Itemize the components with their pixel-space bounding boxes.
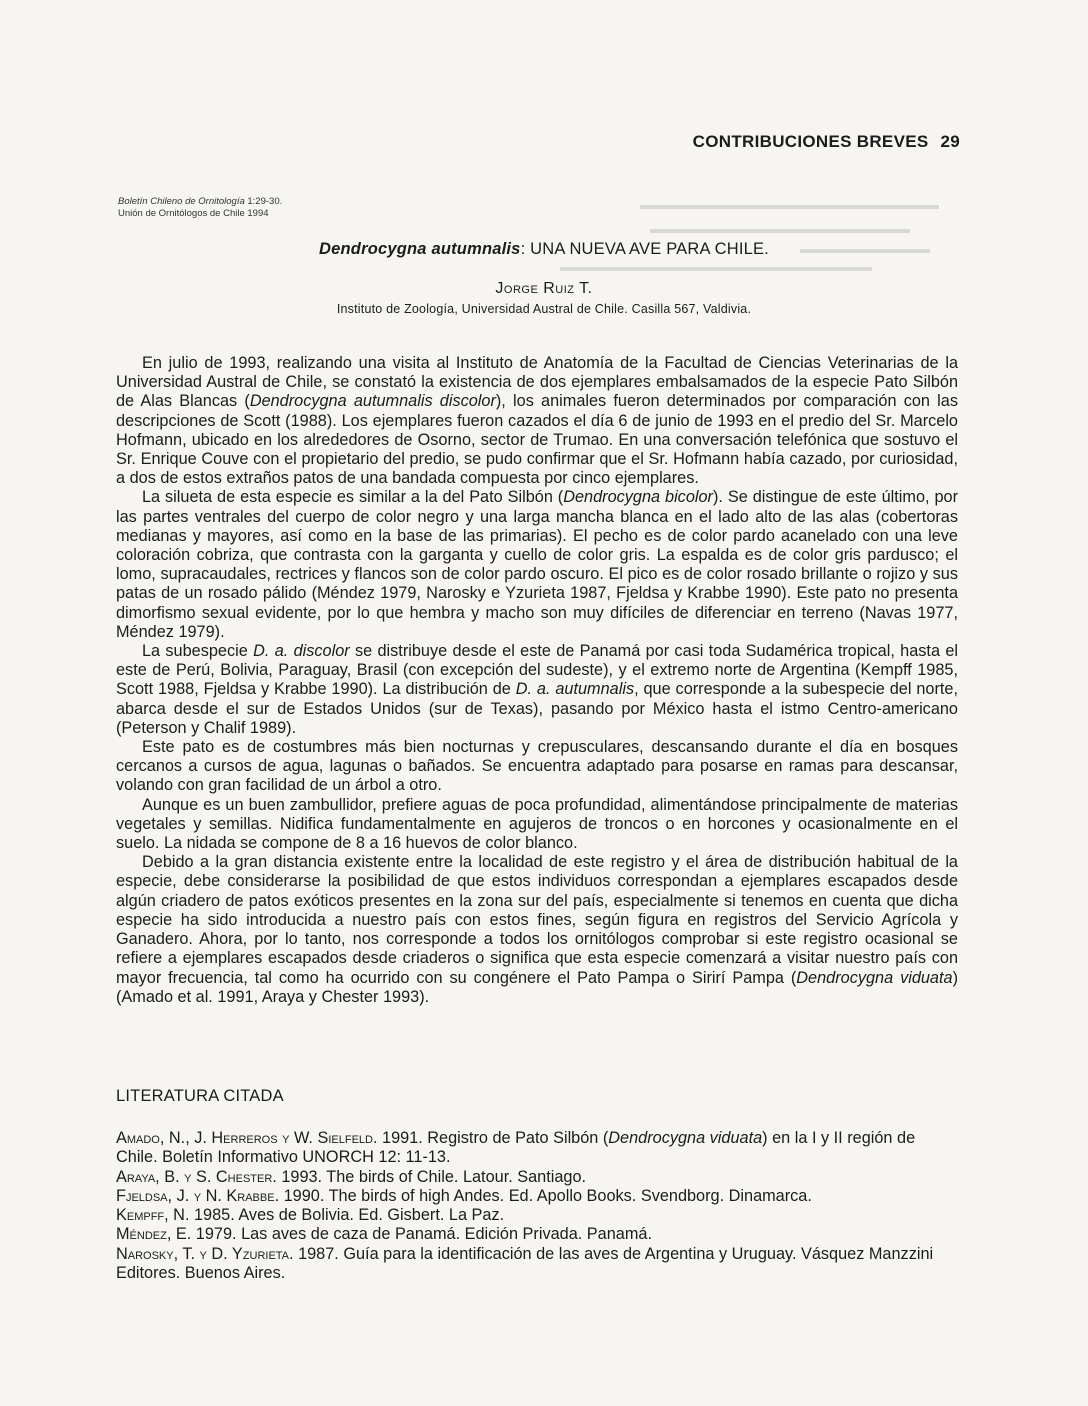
affiliation: Instituto de Zoología, Universidad Austral de Chile. Casilla 567, Valdivia. (336, 302, 752, 316)
show-through-texture: ▬▬▬▬▬▬▬▬▬▬ (800, 241, 930, 256)
show-through-texture: ▬▬▬▬▬▬▬▬▬▬▬▬▬▬▬▬▬▬▬▬ (650, 221, 910, 236)
journal-pages: 1:29-30. (244, 196, 283, 207)
reference-item: Amado, N., J. Herreros y W. Sielfeld. 1991. Registro de Pato Silbón (Dendrocygna viduata) en la I y II región de Chile. Boletín Informativo UNORCH 12: 11-13. (116, 1129, 916, 1167)
section-title: CONTRIBUCIONES BREVES (692, 132, 929, 151)
journal-name: Boletín Chileno de Ornitología (118, 196, 245, 207)
species-name: D. a. autumnalis (515, 680, 635, 699)
reference-item: Kempff, N. 1985. Aves de Bolivia. Ed. Gisbert. La Paz. (116, 1206, 505, 1225)
show-through-texture: ▬▬▬▬▬▬▬▬▬▬▬▬▬▬▬▬▬▬▬▬▬▬▬ (640, 197, 939, 212)
reference-item: Méndez, E. 1979. Las aves de caza de Panamá. Edición Privada. Panamá. (116, 1225, 652, 1244)
author: Jorge Ruiz T. (495, 280, 593, 297)
title-species: Dendrocygna autumnalis (319, 240, 521, 258)
article-title (0, 240, 1088, 259)
paragraph-5: Aunque es un buen zambullidor, prefiere aguas de poca profundidad, alimentándose principalmente de materias vegetales y semillas. Nidifica fundamentalmente en agujeros de troncos o en horcones y ocasionalmente en el suelo. La nidada se compone de 8 a 16 huevos de color blanco. (116, 795, 958, 853)
species-name: Dendrocygna autumnalis discolor (249, 392, 496, 411)
paragraph-4: Este pato es de costumbres más bien nocturnas y crepusculares, descansando durante el día en bosques cercanos a cursos de agua, lagunas o bañados. Se encuentra adaptado para posarse en ramas para descansar, volando con gran facilidad de un árbol a otro. (116, 738, 958, 795)
literature-heading: LITERATURA CITADA (116, 1087, 284, 1105)
reference-item: Narosky, T. y D. Yzurieta. 1987. Guía para la identificación de las aves de Argentina y Uruguay. Vásquez Manzzini Editores. Buenos Aires. (116, 1244, 934, 1283)
article-body (116, 354, 958, 1007)
page-number: 29 (940, 132, 960, 151)
show-through-texture: ▬▬▬▬▬▬▬▬▬▬▬▬▬▬▬▬▬▬▬▬▬▬▬▬ (560, 259, 872, 274)
species-name: Dendrocygna bicolor (563, 488, 713, 507)
reference-item: Araya, B. y S. Chester. 1993. The birds of Chile. Latour. Santiago. (116, 1167, 587, 1186)
reference-list (116, 1129, 958, 1283)
paragraph-1: En julio de 1993, realizando una visita al Instituto de Anatomía de la Facultad de Ciencias Veterinarias de la Universidad Austral de Chile, se constató la existencia de dos ejemplares embalsamados de la especie Pato Silbón de Alas Blancas (Dendrocygna autumnalis discolor), los animales fueron determinados por comparación con las descripciones de Scott (1988). Los ejemplares fueron cazados el día 6 de junio de 1993 en el predio del Sr. Marcelo Hofmann, ubicado en los alrededores de Osorno, sector de Trumao. En una conversación telefónica que sostuvo el Sr. Enrique Couve con el propietario del predio, se pudo confirmar que el Sr. Hofmann había cazado, por curiosidad, a dos de estos extraños patos de una bandada compuesta por cinco ejemplares. (116, 354, 958, 488)
journal-line-1 (118, 196, 282, 208)
species-name: D. a. discolor (253, 642, 350, 661)
running-head (693, 132, 960, 152)
species-name: Dendrocygna viduata (796, 968, 953, 987)
journal-citation (118, 196, 282, 220)
journal-line-2: Unión de Ornitólogos de Chile 1994 (118, 208, 269, 219)
paragraph-6: Debido a la gran distancia existente entre la localidad de este registro y el área de distribución habitual de la especie, debe considerarse la posibilidad de que estos individuos correspondan a ejemplares escapados desde algún criadero de patos exóticos presentes en la zona sur del país, especialmente si tenemos en cuenta que dicha especie ha sido introducida a nuestro país con estos fines, según figura en registros del Servicio Agrícola y Ganadero. Ahora, por lo tanto, nos corresponde a todos los ornitólogos comprobar si este registro ocasional se refiere a ejemplares escapados desde criaderos o significa que esta especie comenzará a visitar nuestro país con mayor frecuencia, tal como ha ocurrido con su congénere el Pato Pampa o Sirirí Pampa (Dendrocygna viduata) (Amado et al. 1991, Araya y Chester 1993). (116, 853, 958, 1006)
paragraph-3: La subespecie D. a. discolor se distribuye desde el este de Panamá por casi toda Sudamérica tropical, hasta el este de Perú, Bolivia, Paraguay, Brasil (con excepción del sudeste), y el extremo norte de Argentina (Kempff 1985, Scott 1988, Fjeldsa y Krabbe 1990). La distribución de D. a. autumnalis, que corresponde a la subespecie del norte, abarca desde el sur de Estados Unidos (sur de Texas), pasando por México hasta el istmo Centro-americano (Peterson y Chalif 1989). (116, 642, 958, 737)
reference-item: Fjeldsa, J. y N. Krabbe. 1990. The birds of high Andes. Ed. Apollo Books. Svendborg. Dinamarca. (116, 1186, 812, 1205)
paragraph-2: La silueta de esta especie es similar a la del Pato Silbón (Dendrocygna bicolor). Se distingue de este último, por las partes ventrales del cuerpo de color negro y una larga mancha blanca en el lado alto de las alas (cobertoras medianas y mayores, así como en la base de las primarias). El pecho es de color pardo acanelado con una leve coloración cobriza, que contrasta con la garganta y cuello de color gris. La espalda es de color gris pardusco; el lomo, supracaudales, rectrices y flancos son de color pardo oscuro. El pico es de color rosado brillante o rojizo y sus patas de un rosado pálido (Méndez 1979, Narosky e Yzurieta 1987, Fjeldsa y Krabbe 1990). Este pato no presenta dimorfismo sexual evidente, por lo que hembra y macho son muy difíciles de diferenciar en terreno (Navas 1977, Méndez 1979). (116, 488, 958, 641)
title-rest: : UNA NUEVA AVE PARA CHILE. (520, 240, 769, 258)
